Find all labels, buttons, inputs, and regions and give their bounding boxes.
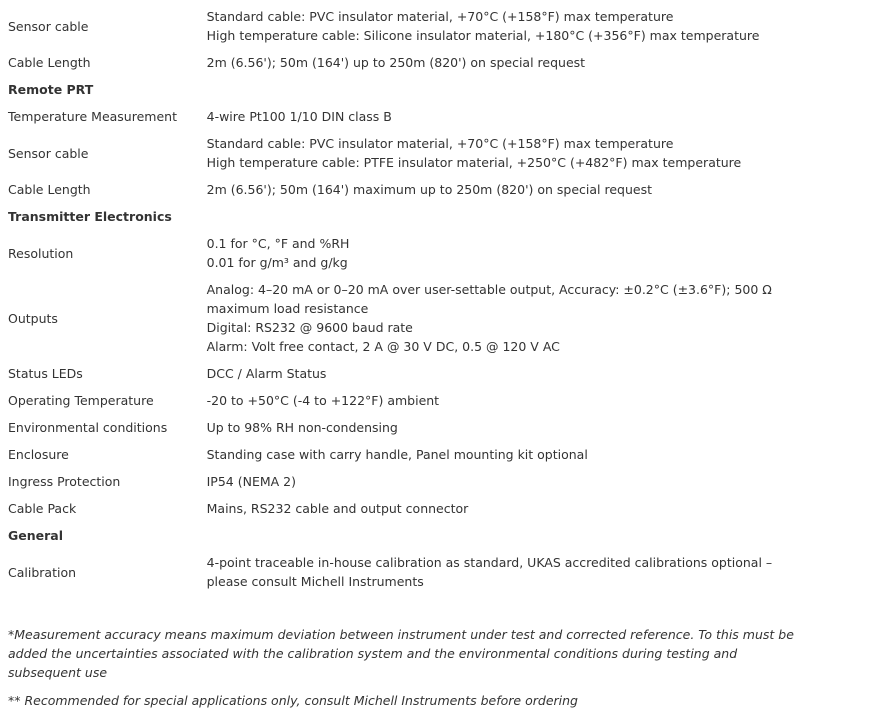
spec-value-line: IP54 (NEMA 2) xyxy=(206,474,296,489)
spec-value xyxy=(199,360,820,387)
spec-value-line: 2m (6.56'); 50m (164') up to 250m (820') on special request xyxy=(206,55,586,70)
section-header-row xyxy=(0,522,820,549)
spec-value xyxy=(199,495,820,522)
spec-value xyxy=(199,414,820,441)
spec-row xyxy=(0,360,820,387)
spec-label: Cable Length xyxy=(8,55,91,70)
spec-label: Sensor cable xyxy=(8,145,89,161)
section-title: Remote PRT xyxy=(8,82,94,97)
section-title: Transmitter Electronics xyxy=(8,209,172,224)
spec-label: Cable Length xyxy=(8,182,91,197)
specifications-table xyxy=(0,3,820,595)
section-title: General xyxy=(8,528,63,543)
spec-value xyxy=(199,176,820,203)
spec-value-line: 0.1 for °C, °F and %RH xyxy=(206,236,350,251)
spec-value-line: Mains, RS232 cable and output connector xyxy=(206,501,469,516)
spec-value-line: 4-point traceable in-house calibration as standard, UKAS accredited calibrations optional – please consult Michell Instruments xyxy=(206,555,773,589)
spec-label: Resolution xyxy=(8,245,74,261)
spec-row xyxy=(0,176,820,203)
spec-value xyxy=(199,387,820,414)
spec-value-line: 4-wire Pt100 1/10 DIN class B xyxy=(206,109,392,124)
spec-label: Environmental conditions xyxy=(8,420,168,435)
spec-value xyxy=(199,103,820,130)
spec-value-line: High temperature cable: Silicone insulator material, +180°C (+356°F) max temperature xyxy=(206,28,760,43)
spec-value xyxy=(199,549,820,595)
spec-row xyxy=(0,387,820,414)
spec-value-line: Standard cable: PVC insulator material, +70°C (+158°F) max temperature xyxy=(206,136,674,151)
spec-value xyxy=(199,130,820,176)
spec-value-line: -20 to +50°C (-4 to +122°F) ambient xyxy=(206,393,440,408)
spec-label: Ingress Protection xyxy=(8,474,121,489)
spec-value-line: Standing case with carry handle, Panel mounting kit optional xyxy=(206,447,588,462)
spec-label: Status LEDs xyxy=(8,366,83,381)
spec-value-line: Up to 98% RH non-condensing xyxy=(206,420,398,435)
footnote-accuracy: *Measurement accuracy means maximum deviation between instrument under test and corrected reference. To this must be added the uncertainties associated with the calibration system and the environmental conditions during testing and subsequent use xyxy=(8,627,794,680)
spec-value-line: 0.01 for g/m³ and g/kg xyxy=(206,255,348,270)
spec-label: Operating Temperature xyxy=(8,393,154,408)
spec-label: Temperature Measurement xyxy=(8,109,177,124)
spec-label: Calibration xyxy=(8,564,77,580)
spec-value xyxy=(199,276,820,360)
spec-row xyxy=(0,3,820,49)
spec-row xyxy=(0,495,820,522)
section-header-row xyxy=(0,203,820,230)
spec-value xyxy=(199,230,820,276)
spec-row xyxy=(0,468,820,495)
spec-row xyxy=(0,49,820,76)
spec-value-line: High temperature cable: PTFE insulator material, +250°C (+482°F) max temperature xyxy=(206,155,742,170)
spec-row xyxy=(0,414,820,441)
spec-label: Sensor cable xyxy=(8,18,89,34)
section-header-row xyxy=(0,76,820,103)
spec-value-line: DCC / Alarm Status xyxy=(206,366,327,381)
spec-label: Enclosure xyxy=(8,447,69,462)
spec-value-line: Analog: 4–20 mA or 0–20 mA over user-settable output, Accuracy: ±0.2°C (±3.6°F); 500 Ω maximum load resistance xyxy=(206,282,772,316)
spec-value-line: 2m (6.56'); 50m (164') maximum up to 250m (820') on special request xyxy=(206,182,652,197)
spec-value-line: Standard cable: PVC insulator material, +70°C (+158°F) max temperature xyxy=(206,9,674,24)
spec-value-line: Digital: RS232 @ 9600 baud rate xyxy=(206,320,413,335)
spec-value xyxy=(199,49,820,76)
footnote-special-applications: ** Recommended for special applications only, consult Michell Instruments before ordering xyxy=(8,693,578,708)
spec-row xyxy=(0,549,820,595)
spec-value-line: Alarm: Volt free contact, 2 A @ 30 V DC, 0.5 @ 120 V AC xyxy=(206,339,560,354)
spec-value xyxy=(199,468,820,495)
spec-row xyxy=(0,276,820,360)
spec-label: Cable Pack xyxy=(8,501,77,516)
spec-row xyxy=(0,230,820,276)
spec-row xyxy=(0,103,820,130)
spec-value xyxy=(199,441,820,468)
spec-label: Outputs xyxy=(8,310,58,326)
spec-row xyxy=(0,441,820,468)
spec-value xyxy=(199,3,820,49)
footnotes xyxy=(8,625,798,719)
spec-row xyxy=(0,130,820,176)
specifications-body xyxy=(0,3,820,595)
